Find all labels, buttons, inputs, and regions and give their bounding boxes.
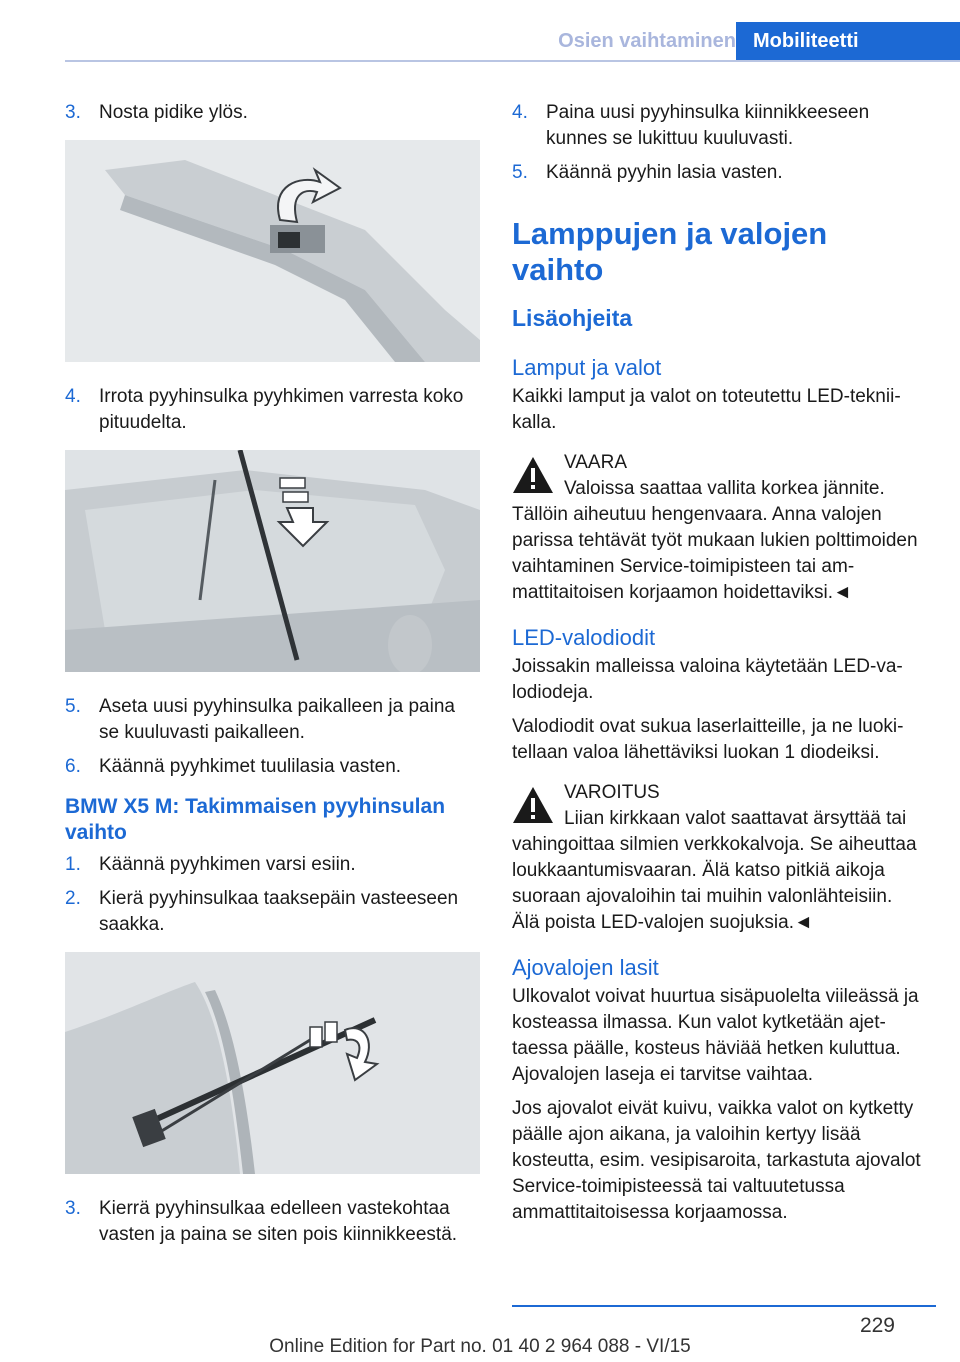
step-item (65, 852, 480, 878)
step-text: Kierrä pyyhinsulkaa edelleen vastekohtaa vasten ja paina se siten pois kiinnikkeestä. (99, 1198, 458, 1245)
section-title: Osien vaihtaminen (558, 30, 736, 52)
led-text: Joissakin malleissa valoina käytetään LED-valodiodeja. (512, 656, 903, 703)
footer-divider (512, 1305, 936, 1307)
led-heading: LED-valodiodit (512, 625, 656, 650)
rear-wiper-heading: BMW X5 M: Takimmaisen pyyhinsulan vaihto (65, 795, 446, 844)
edition-footer: Online Edition for Part no. 01 40 2 964 088 - VI/15 (269, 1336, 691, 1357)
warning-triangle-icon (512, 786, 554, 824)
headlight-lens-heading: Ajovalojen lasit (512, 955, 659, 980)
warning-text: Valoissa saattaa vallita korkea jännite. Tällöin aiheutuu hengenvaara. Anna valojen parissa tehtävät työt mukaan lukien polttimoiden vaihtaminen Service-toimipisteen tai ammattitaitoisen korjaamon hoidettaviksi.◄ (512, 478, 918, 603)
step-item (65, 1196, 480, 1248)
step-text: Käännä pyyhin lasia vasten. (546, 162, 783, 183)
warning-text: Liian kirkkaan valot saattavat ärsyttää tai vahingoittaa silmien verkkokalvoja. Se aiheuttaa loukkaantumisvaaran. Älä katso pitkiä aikoja suoraan ajovaloihin tai muihin valonlähteisiin. Älä poista LED-valojen suojuksia.◄ (512, 808, 917, 933)
step-text: Kierä pyyhinsulkaa taaksepäin vasteeseen saakka. (99, 888, 459, 935)
step-item (512, 160, 924, 186)
page-number: 229 (859, 1314, 895, 1337)
step-number: 2. (65, 888, 81, 909)
caution-warning (512, 780, 924, 936)
step-item (65, 100, 480, 126)
danger-warning (512, 450, 924, 606)
step-item (65, 754, 480, 780)
step-number: 3. (65, 102, 81, 123)
step-number: 4. (512, 102, 528, 123)
page-header (65, 22, 960, 62)
led-text: Valodiodit ovat sukua laserlaitteille, ja ne luokitellaan valoa lähettäviksi luokan 1 diodeiksi. (512, 716, 904, 763)
step-item (65, 694, 480, 746)
step-text: Aseta uusi pyyhinsulka paikalleen ja paina se kuuluvasti paikalleen. (99, 696, 455, 743)
step-text: Käännä pyyhkimen varsi esiin. (99, 854, 356, 875)
step-number: 3. (65, 1198, 81, 1219)
step-text: Nosta pidike ylös. (99, 102, 248, 123)
warning-triangle-icon (512, 456, 554, 494)
step-text: Paina uusi pyyhinsulka kiinnikkeeseen kunnes se lukittuu kuuluvasti. (546, 102, 870, 149)
step-item (65, 886, 480, 938)
step-number: 5. (512, 162, 528, 183)
step-number: 6. (65, 756, 81, 777)
lamps-heading: Lamput ja valot (512, 355, 662, 380)
lamps-text: Kaikki lamput ja valot on toteutettu LED-tekniikalla. (512, 386, 901, 433)
rear-wiper-illustration (65, 952, 480, 1174)
step-item (65, 384, 480, 436)
warning-title: VAROITUS (564, 782, 660, 803)
right-column (512, 100, 924, 1234)
step-item (512, 100, 924, 152)
left-column (65, 100, 480, 1256)
header-divider (65, 60, 960, 62)
step-text: Käännä pyyhkimet tuulilasia vasten. (99, 756, 402, 777)
windshield-wiper-illustration (65, 450, 480, 672)
step-number: 5. (65, 696, 81, 717)
wiper-holder-illustration (65, 140, 480, 362)
headlight-lens-text: Ulkovalot voivat huurtua sisäpuolelta viileässä ja kosteassa ilmassa. Kun valot kytketään ajettaessa päälle, kosteus häviää hetken kuluttua. Ajovalojen laseja ei tarvitse vaihtaa. (512, 986, 919, 1085)
headlight-lens-text: Jos ajovalot eivät kuivu, vaikka valot on kytketty päälle ajon aikana, ja valoihin kertyy lisää kosteutta, esim. vesipisaroita, tarkastuta ajovalot Service-toimipisteessä tai valtuutetussa ammattitaitoisessa korjaamossa. (512, 1098, 921, 1223)
warning-title: VAARA (564, 452, 628, 473)
chapter-tab: Mobiliteetti (736, 22, 960, 62)
step-text: Irrota pyyhinsulka pyyhkimen varresta koko pituudelta. (99, 386, 464, 433)
step-number: 1. (65, 854, 81, 875)
additional-info-heading: Lisäohjeita (512, 305, 633, 331)
lamp-replacement-heading: Lamppujen ja valojen vaihto (512, 216, 828, 287)
step-number: 4. (65, 386, 81, 407)
